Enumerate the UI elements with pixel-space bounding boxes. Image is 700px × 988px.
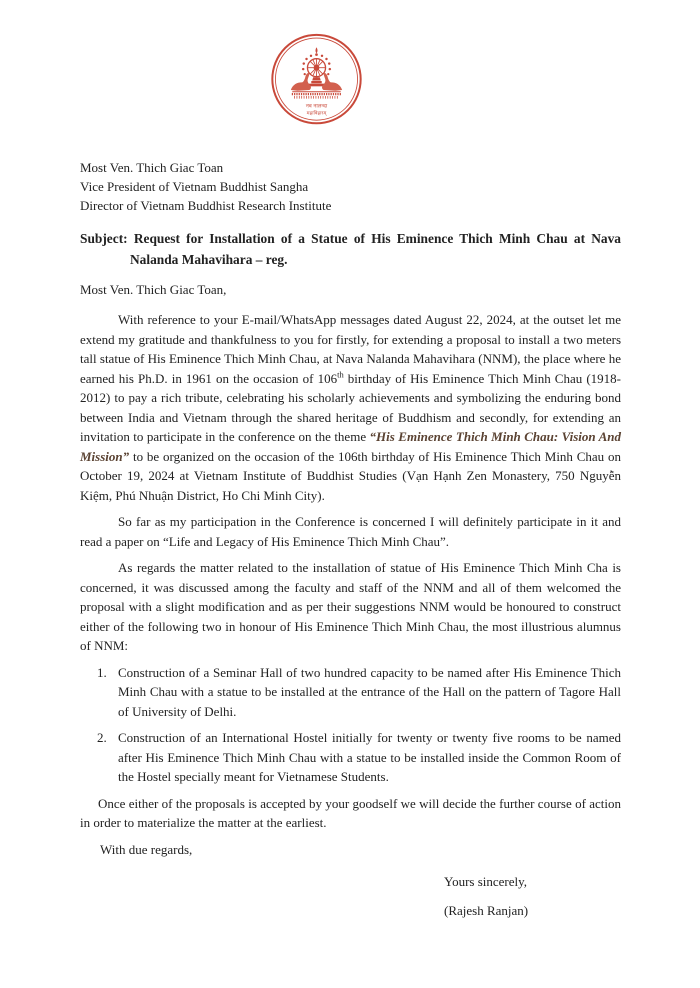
paragraph-1-part3: to be organized on the occasion of the 106th birthday of His Eminence Thich Minh Chau on October 19, 2024 at Vietnam Institute of Buddhist Studies (Vạn Hạnh Zen Monastery, 750 Nguyễn Kiệm, Phú Nhuận District, Ho Chi Minh City).	[80, 448, 621, 503]
nava-nalanda-mahavihara-seal	[269, 32, 364, 130]
signatory-name: (Rajesh Ranjan)	[444, 902, 529, 918]
list-number-1: 1.	[97, 664, 107, 680]
paragraph-4: Once either of the proposals is accepted by your goodself we will decide the further course of action in order to materialize the matter at the earliest.	[80, 795, 621, 831]
recipient-title-1: Vice President of Vietnam Buddhist Sangha	[80, 179, 309, 195]
proposal-list	[80, 663, 621, 787]
list-text-1: Construction of a Seminar Hall of two hundred capacity to be named after His Eminence Thich Minh Chau with a statue to be installed at the entrance of the Hall on the pattern of Tagore Hall of University of Delhi.	[118, 664, 621, 719]
deer-right-icon	[322, 73, 342, 91]
list-text-2: Construction of an International Hostel initially for twenty or twenty five rooms to be named after His Eminence Thich Minh Chau with a statue to be installed inside the Common Room of the Hostel specially meant for Vietnamese Students.	[118, 730, 621, 785]
paragraph-1	[80, 310, 621, 505]
paragraph-2: So far as my participation in the Conference is concerned I will definitely participate in it and read a paper on “Life and Legacy of His Eminence Thich Minh Chau”.	[80, 514, 621, 549]
letter-body	[80, 158, 621, 929]
recipient-block	[80, 158, 621, 216]
dharma-wheel-icon	[302, 47, 331, 76]
seal-text-line2: महाविहारम्	[306, 110, 327, 117]
list-number-2: 2.	[97, 730, 107, 746]
garland-icon	[292, 92, 341, 98]
ordinal-superscript: th	[337, 369, 344, 380]
regards-line: With due regards,	[100, 841, 193, 857]
list-item-2	[97, 728, 621, 787]
seal-text-line1: नव नालन्दा	[305, 103, 328, 110]
subject-line	[80, 228, 621, 270]
list-item-1	[97, 663, 621, 722]
paragraph-1-part2: birthday of His Eminence Thich Minh Chau (1918-2012) to pay a rich tribute, celebrating his scholarly achievements and symbolizing the enduring bond between India and Vietnam through the shared heritage of Buddhism and secondly, for extending an invitation to participate in the conference on the theme	[80, 370, 621, 445]
subject-text: Request for Installation of a Statue of His Eminence Thich Minh Chau at Nava Nalanda Mahavihara – reg.	[130, 230, 621, 267]
paragraph-1-part1: With reference to your E-mail/WhatsApp messages dated August 22, 2024, at the outset let me extend my gratitude and thankfulness to you for firstly, for extending a proposal to install a two meters tall statue of His Eminence Thich Minh Chau, at Nava Nalanda Mahavihara (NNM), the place where he earned his Ph.D. in 1961 on the occasion of 106	[80, 312, 621, 386]
salutation: Most Ven. Thich Giac Toan,	[80, 281, 227, 297]
flame-icon	[315, 47, 317, 53]
recipient-name: Most Ven. Thich Giac Toan	[80, 160, 224, 175]
conference-theme-quote: “His Eminence Thich Minh Chau: Vision And Mission”	[80, 429, 621, 464]
paragraph-3: As regards the matter related to the installation of statue of His Eminence Thich Minh Cha is concerned, it was discussed among the faculty and staff of the NNM and all of them welcomed the proposal with a slight modification and as per their suggestions NNM would be honoured to construct either of the following two in honour of His Eminence Thich Minh Chau, the most illustrious alumnus of NNM:	[80, 560, 621, 654]
pedestal-icon	[309, 77, 324, 86]
signature-block	[444, 872, 621, 920]
seal-emblem-icon	[269, 32, 364, 130]
recipient-title-2: Director of Vietnam Buddhist Research Institute	[80, 198, 332, 214]
deer-left-icon	[291, 73, 311, 91]
sincerely-line: Yours sincerely,	[444, 874, 528, 890]
subject-label: Subject:	[80, 230, 128, 246]
